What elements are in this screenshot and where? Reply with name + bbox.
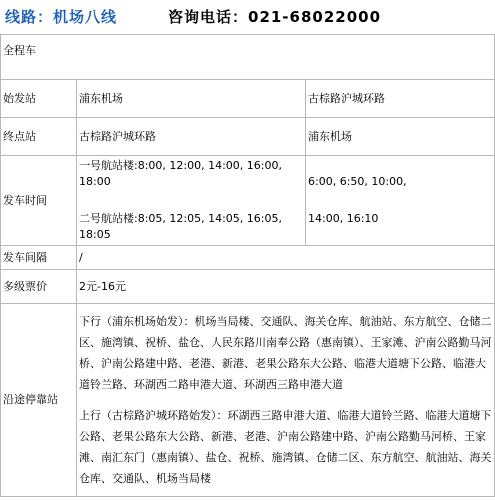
stops-label: 沿途停靠站 bbox=[1, 304, 77, 497]
interval-label: 发车间隔 bbox=[1, 246, 77, 270]
full-route-cell: 全程车 bbox=[1, 35, 495, 80]
fare-value: 2元-16元 bbox=[77, 270, 495, 304]
route-title: 线路：机场八线 bbox=[5, 8, 118, 26]
end-station-up: 浦东机场 bbox=[306, 118, 495, 156]
departure-time-label: 发车时间 bbox=[1, 156, 77, 246]
end-station-label: 终点站 bbox=[1, 118, 77, 156]
row-departure-time bbox=[1, 156, 495, 246]
up-times-line2: 14:00, 16:10 bbox=[308, 212, 379, 225]
stops-cell bbox=[77, 304, 495, 497]
departure-time-up bbox=[306, 156, 495, 246]
interval-value: / bbox=[77, 246, 495, 270]
row-stops bbox=[1, 304, 495, 497]
start-station-down: 浦东机场 bbox=[77, 80, 306, 118]
row-interval bbox=[1, 246, 495, 270]
stops-upbound: 上行（古棕路沪城环路始发）：环湖西三路申港大道、临港大道铃兰路、临港大道塘下公路、老果公路东大公路、新港、老港、沪南公路建中路、沪南公路勤马河桥、王家滩、南汇东门（惠南镇）、盐仓、祝桥、施湾镇、仓储二区、东方航空、航油站、海关仓库、交通队、机场当局楼 bbox=[79, 409, 492, 485]
hotline: 咨询电话：021-68022000 bbox=[168, 8, 382, 26]
up-times-line1: 6:00, 6:50, 10:00, bbox=[308, 175, 407, 188]
row-start-station bbox=[1, 80, 495, 118]
stops-downbound: 下行（浦东机场始发）：机场当局楼、交通队、海关仓库、航油站、东方航空、仓储二区、施湾镇、祝桥、盐仓、人民东路川南奉公路（惠南镇）、王家滩、沪南公路勤马河桥、沪南公路建中路、老港、新港、老果公路东大公路、临港大道塘下公路、临港大道铃兰路、环湖西二路申港大道、环湖西三路申港大道 bbox=[79, 315, 492, 391]
departure-time-down bbox=[77, 156, 306, 246]
end-station-down: 古棕路沪城环路 bbox=[77, 118, 306, 156]
fare-label: 多级票价 bbox=[1, 270, 77, 304]
start-station-up: 古棕路沪城环路 bbox=[306, 80, 495, 118]
row-end-station bbox=[1, 118, 495, 156]
start-station-label: 始发站 bbox=[1, 80, 77, 118]
title-bar bbox=[0, 0, 495, 33]
terminal1-times: 一号航站楼:8:00, 12:00, 14:00, 16:00, 18:00 bbox=[79, 159, 282, 188]
row-fare bbox=[1, 270, 495, 304]
row-full-route bbox=[1, 35, 495, 80]
terminal2-times: 二号航站楼:8:05, 12:05, 14:05, 16:05, 18:05 bbox=[79, 212, 282, 241]
schedule-table bbox=[0, 34, 495, 497]
